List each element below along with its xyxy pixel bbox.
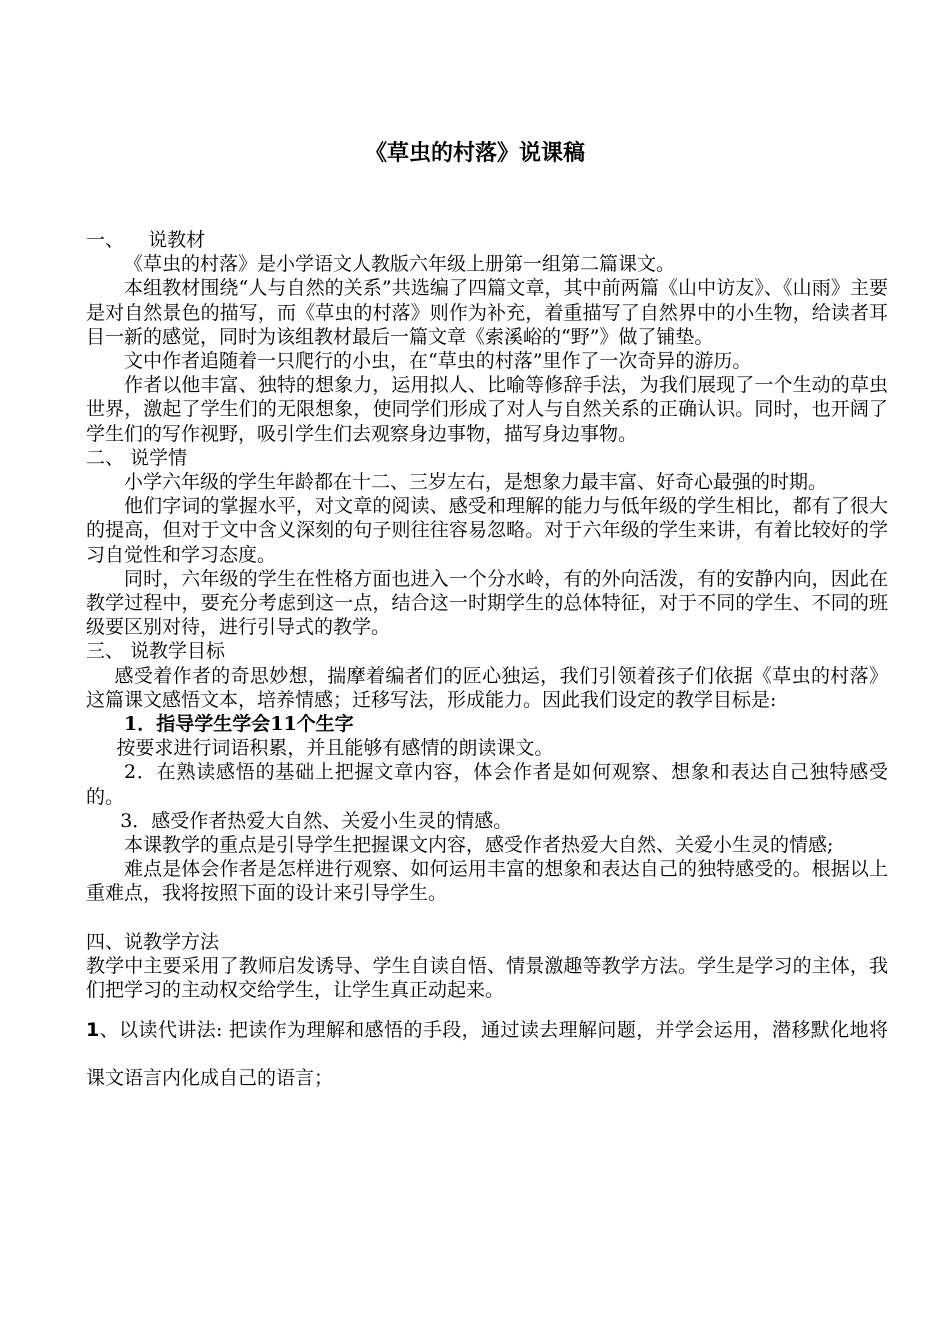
paragraph-difficulty: 难点是体会作者是怎样进行观察、如何运用丰富的想象和表达自己的独特感受的。根据以上重难点，我将按照下面的设计来引导学生。 — [86, 858, 888, 905]
paragraph-focus: 本课教学的重点是引导学生把握课文内容，感受作者热爱大自然、关爱小生灵的情感; — [124, 834, 834, 857]
paragraph: 同时，六年级的学生在性格方面也进入一个分水岭，有的外向活泼，有的安静内向，因此在教学过程中，要充分考虑到这一点，结合这一时期学生的总体特征，对于不同的学生、不同的班级要区别对待，进行引导式的教学。 — [86, 567, 888, 639]
section-heading-students: 二、 说学情 — [86, 446, 188, 469]
spacer — [86, 906, 888, 930]
paragraph: 教学中主要采用了教师启发诱导、学生自读自悟、情景激趣等教学方法。学生是学习的主体，我们把学习的主动权交给学生，让学生真正动起来。 — [86, 954, 888, 1002]
goal-item: 1．指导学生学会11个生字 — [124, 713, 354, 736]
section-heading-goals: 三、 说教学目标 — [86, 640, 226, 663]
paragraph: 《草虫的村落》是小学语文人教版六年级上册第一组第二篇课文。 — [124, 253, 676, 276]
document-body — [86, 228, 888, 1102]
paragraph: 小学六年级的学生年龄都在十二、三岁左右，是想象力最丰富、好奇心最强的时期。 — [124, 471, 828, 494]
goal-item: 2．在熟读感悟的基础上把握文章内容，体会作者是如何观察、想象和表达自己独特感受的。 — [86, 761, 888, 808]
paragraph: 作者以他丰富、独特的想象力，运用拟人、比喻等修辞手法，为我们展现了一个生动的草虫世界，激起了学生们的无限想象，使同学们形成了对人与自然关系的正确认识。同时，也开阔了学生们的写作视野，吸引学生们去观察身边事物，描写身边事物。 — [86, 374, 888, 445]
page-title: 《草虫的村落》说课稿 — [364, 140, 585, 166]
method-item — [86, 1006, 888, 1102]
method-number: 1 — [86, 1019, 100, 1042]
paragraph: 他们字词的掌握水平，对文章的阅读、感受和理解的能力与低年级的学生相比，都有了很大的提高，但对于文中含义深刻的句子则往往容易忽略。对于六年级的学生来讲，有着比较好的学习自觉性和学习态度。 — [86, 495, 888, 566]
paragraph: 文中作者追随着一只爬行的小虫，在“草虫的村落”里作了一次奇异的游历。 — [124, 350, 752, 373]
goal-item-detail: 按要求进行词语积累，并且能够有感情的朗读课文。 — [116, 737, 554, 760]
goal-item: 3．感受作者热爱大自然、关爱小生灵的情感。 — [120, 809, 513, 832]
method-text: 、以读代讲法: 把读作为理解和感悟的手段，通过读去理解问题，并学会运用，潜移默化地将课文语言内化成自己的语言； — [86, 1019, 888, 1090]
section-heading-textbook: 一、 说教材 — [86, 229, 206, 251]
paragraph: 感受着作者的奇思妙想，揣摩着编者们的匠心独运，我们引领着孩子们依据《草虫的村落》这篇课文感悟文本，培养情感；迁移写法，形成能力。因此我们设定的教学目标是: — [86, 664, 888, 711]
section-heading-methods: 四、说教学方法 — [86, 930, 220, 953]
paragraph: 本组教材围绕“人与自然的关系”共选编了四篇文章，其中前两篇《山中访友》、《山雨》主要是对自然景色的描写，而《草虫的村落》则作为补充，着重描写了自然界中的小生物，给读者耳目一新的感觉，同时为该组教材最后一篇文章《索溪峪的“野”》做了铺垫。 — [86, 277, 888, 348]
